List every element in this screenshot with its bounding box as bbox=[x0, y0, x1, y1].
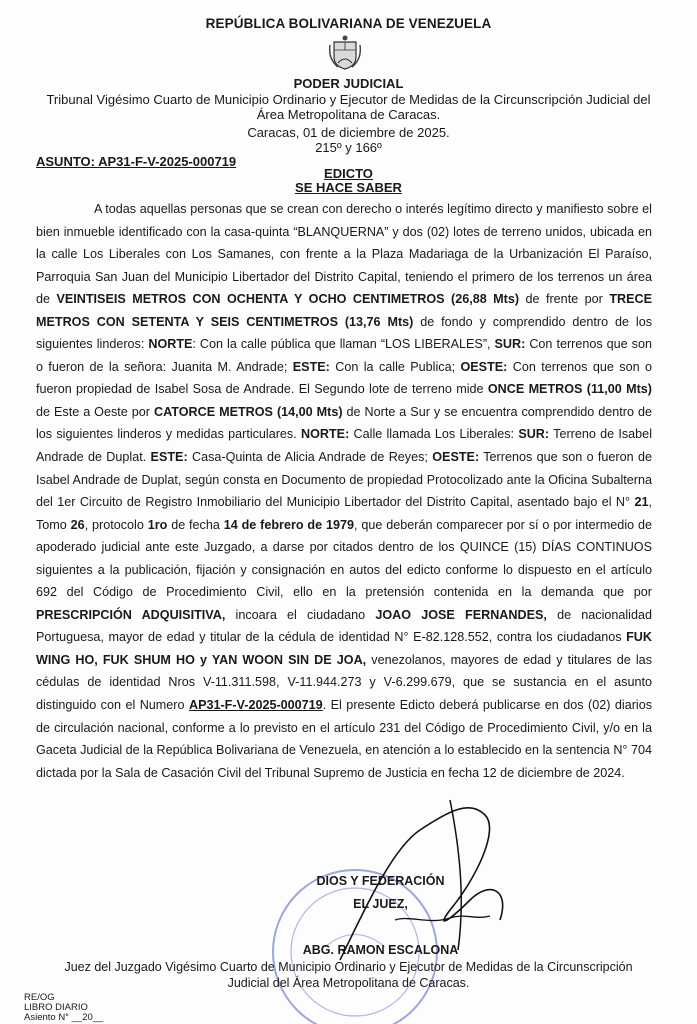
judge-title: Juez del Juzgado Vigésimo Cuarto de Municipio Ordinario y Ejecutor de Medidas de la Circunscripción Judicial del Área Metropolitana de Caracas. bbox=[64, 960, 633, 990]
document-years: 215º y 166º bbox=[315, 140, 382, 155]
branch-heading: PODER JUDICIAL bbox=[293, 76, 404, 91]
footer-book: LIBRO DIARIO bbox=[24, 1002, 88, 1013]
case-number-reference: AP31-F-V-2025-000719 bbox=[188, 698, 323, 713]
edict-body: A todas aquellas personas que se crean con derecho o interés legítimo directo y manifiesto sobre el bien inmueble identificado con la casa-quinta “BLANQUERNA” y dos (02) lotes de terreno unidos, ubicada en la calle Los Liberales con Los Samanes, con frente a la Plaza Madariaga de la Urbanización El Paraíso, Parroquia San Juan del Municipio Libertador del Distrito Capital, teniendo el primero de los terrenos un área de VEINTISEIS METROS CON OCHENTA Y OCHO CENTIMETROS (26,88 Mts) de frente por TRECE METROS CON SETENTA Y SEIS CENTIMETROS (13,76 Mts) de fondo y comprendido dentro de los siguientes linderos: NORTE: Con la calle pública que llaman “LOS LIBERALES”, SUR: Con terrenos que son o fueron de la señora: Juanita M. Andrade; ESTE: Con la calle Publica; OESTE: Con terrenos que son o fueron propiedad de Isabel Sosa de Andrade. El Segundo lote de terreno mide ONCE METROS (11,00 Mts) de Este a Oeste por CATORCE METROS (14,00 Mts) de Norte a Sur y se encuentra comprendido dentro de los siguientes linderos y medidas particulares. NORTE: Calle llamada Los Liberales: SUR: Terreno de Isabel Andrade de Duplat. ESTE: Casa-Quinta de Alicia Andrade de Reyes; OESTE: Terrenos que son o fueron de Isabel Andrade de Duplat, según consta en Documento de propiedad Protocolizado ante la Oficina Subalterna del 1er Circuito de Registro Inmobiliario del Municipio Libertador del Distrito Capital, asentado bajo el N° 21, Tomo 26, protocolo 1ro de fecha 14 de febrero de 1979, que deberán comparecer por sí o por intermedio de apoderado judicial ante este Juzgado, a darse por citados dentro de los QUINCE (15) DÍAS CONTINUOS siguientes a la publicación, fijación y consignación en autos del edicto conforme lo dispuesto en el artículo 692 del Código de Procedimiento Civil, ello en la pretensión contenida en la demanda que por PRESCRIPCIÓN ADQUISITIVA, incoara el ciudadano JOAO JOSE FERNANDES, de nacionalidad Portuguesa, mayor de edad y titular de la cédula de identidad N° E-82.128.552, contra los ciudadanos FUK WING HO, FUK SHUM HO y YAN WOON SIN DE JOA, venezolanos, mayores de edad y titulares de las cédulas de identidad Nros V-11.311.598, V-11.944.273 y V-6.299.679, que se sustancia en el asunto distinguido con el Numero AP31-F-V-2025-000719. El presente Edicto deberá publicarse en dos (02) diarios de circulación nacional, conforme a lo previsto en el artículo 231 del Código de Procedimiento Civil, y/o en la Gaceta Judicial de la República Bolivariana de Venezuela, en atención a lo establecido en la sentencia N° 704 dictada por la Sala de Casación Civil del Tribunal Supremo de Justicia en fecha 12 de diciembre de 2024. bbox=[36, 202, 653, 780]
judge-name: ABG. RAMON ESCALONA bbox=[302, 943, 459, 957]
handwritten-signature bbox=[300, 770, 560, 970]
case-number: ASUNTO: AP31-F-V-2025-000719 bbox=[36, 154, 237, 169]
edict-title: EDICTO bbox=[324, 166, 373, 181]
document-date: Caracas, 01 de diciembre de 2025. bbox=[247, 125, 450, 140]
republic-heading: REPÚBLICA BOLIVARIANA DE VENEZUELA bbox=[205, 16, 492, 31]
coat-of-arms-icon bbox=[328, 33, 362, 71]
edict-subtitle: SE HACE SABER bbox=[295, 180, 402, 195]
closing-motto: DIOS Y FEDERACIÓN bbox=[316, 874, 445, 888]
tribunal-heading: Tribunal Vigésimo Cuarto de Municipio Ordinario y Ejecutor de Medidas de la Circunscripción Judicial del Área Metropolitana de Caracas. bbox=[46, 92, 651, 122]
footer-entry: Asiento N° __20__ bbox=[24, 1012, 104, 1023]
footer-initials: RE/OG bbox=[24, 992, 55, 1003]
judge-label: EL JUEZ, bbox=[353, 897, 408, 911]
